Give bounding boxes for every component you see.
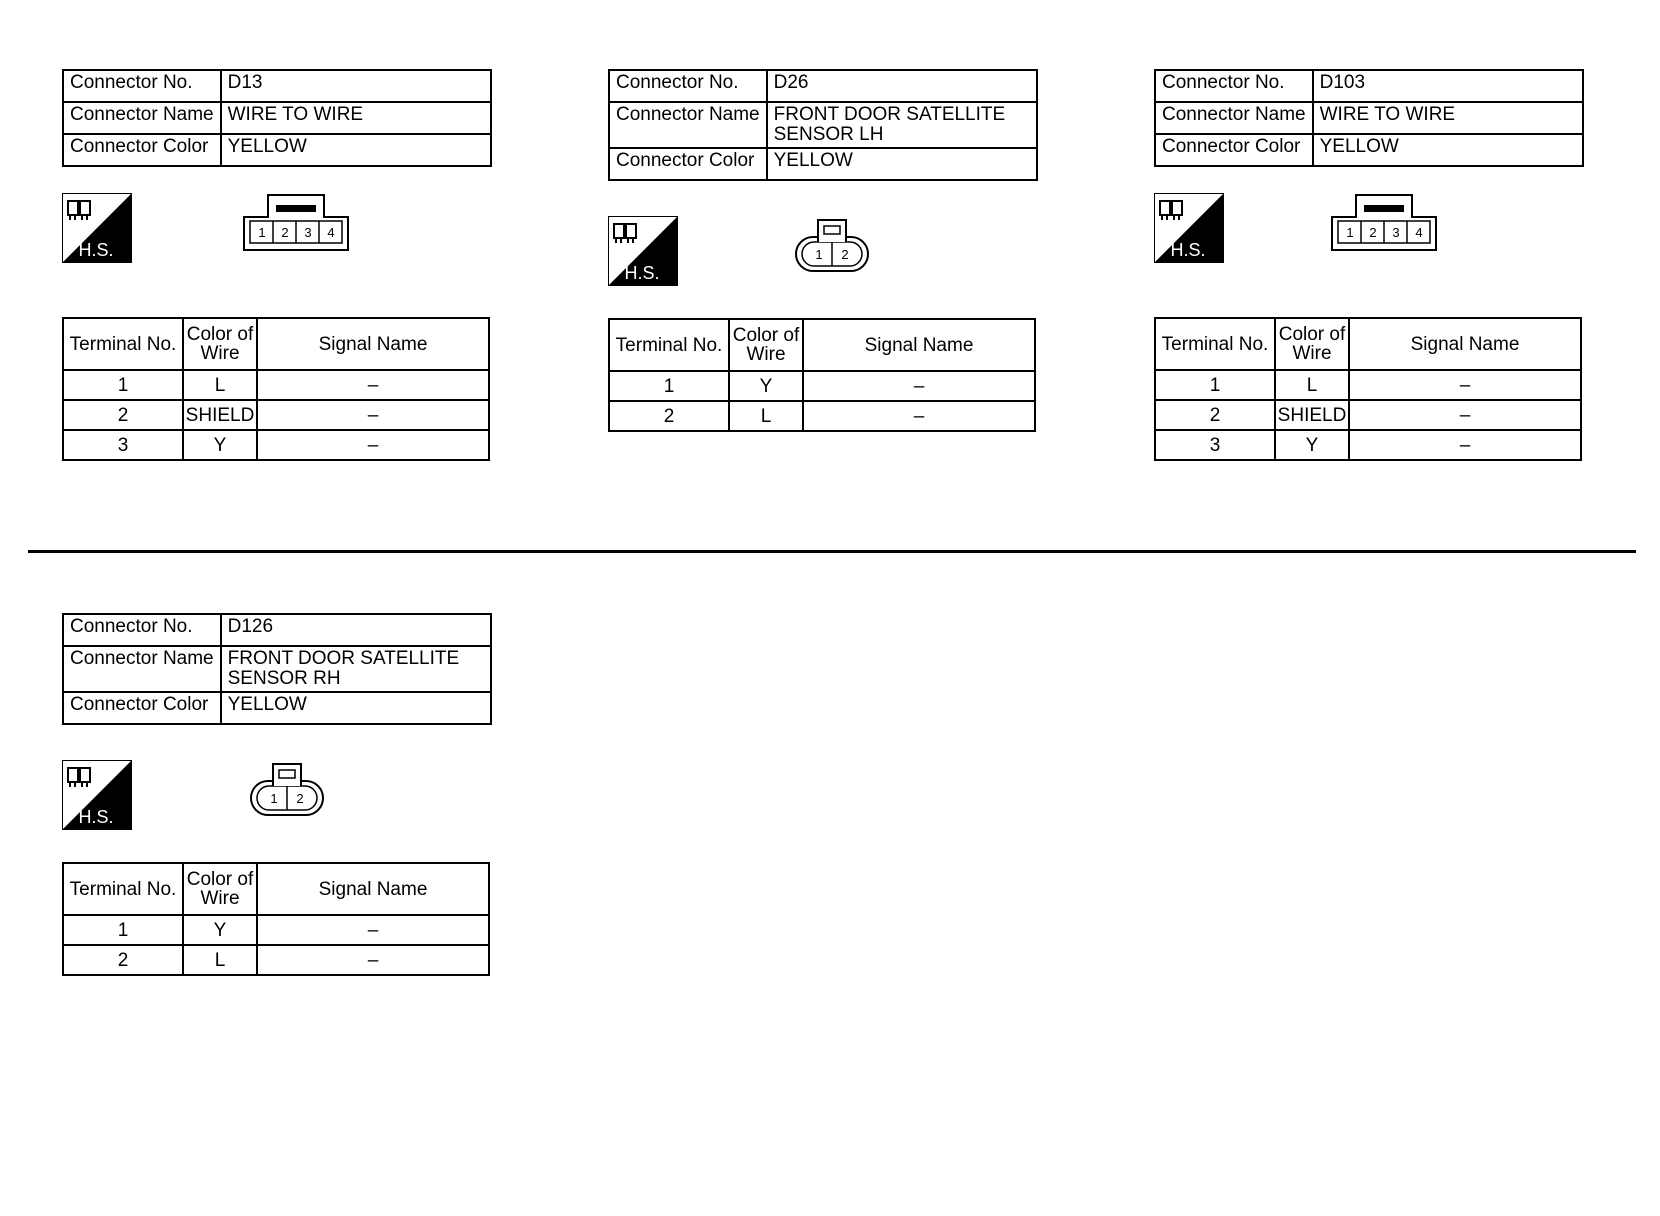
connector-no-label: Connector No.	[609, 70, 767, 102]
connector-color-value: YELLOW	[767, 148, 1037, 180]
table-row	[609, 401, 1035, 431]
connector-face-2pin	[249, 761, 325, 819]
section-divider	[28, 550, 1636, 553]
signal-name-cell: –	[803, 371, 1035, 401]
pin-label: 2	[1369, 225, 1377, 240]
pin-label: 3	[304, 225, 312, 240]
wire-color-cell: L	[183, 945, 257, 975]
terminal-no-cell: 1	[609, 371, 729, 401]
pin-label: 4	[327, 225, 335, 240]
connector-no-value: D126	[221, 614, 491, 646]
terminal-no-cell: 2	[609, 401, 729, 431]
terminal-no-cell: 2	[63, 945, 183, 975]
signal-name-header: Signal Name	[803, 319, 1035, 371]
connector-info-table	[608, 69, 1038, 181]
wire-color-cell: SHIELD	[1275, 400, 1349, 430]
wire-color-cell: Y	[729, 371, 803, 401]
signal-name-header: Signal Name	[1349, 318, 1581, 370]
table-row	[63, 945, 489, 975]
wire-color-cell: Y	[183, 430, 257, 460]
hs-label: H.S.	[624, 263, 660, 283]
hs-label: H.S.	[78, 807, 114, 827]
terminal-no-header: Terminal No.	[63, 318, 183, 370]
wire-color-header: Color of Wire	[183, 863, 257, 915]
pin-label: 2	[841, 247, 849, 262]
connector-name-value: FRONT DOOR SATELLITE SENSOR LH	[767, 102, 1037, 148]
signal-name-cell: –	[257, 430, 489, 460]
connector-face-4pin	[1330, 193, 1438, 253]
terminal-no-cell: 2	[63, 400, 183, 430]
connector-name-value: FRONT DOOR SATELLITE SENSOR RH	[221, 646, 491, 692]
signal-name-header: Signal Name	[257, 318, 489, 370]
connector-no-label: Connector No.	[1155, 70, 1313, 102]
connector-name-value: WIRE TO WIRE	[221, 102, 491, 134]
connector-block-d26	[608, 69, 1038, 427]
wire-color-header: Color of Wire	[183, 318, 257, 370]
connector-color-label: Connector Color	[63, 134, 221, 166]
connector-block-d13	[62, 69, 492, 456]
table-row	[1155, 400, 1581, 430]
signal-name-cell: –	[257, 945, 489, 975]
connector-name-value: WIRE TO WIRE	[1313, 102, 1583, 134]
pin-label: 4	[1415, 225, 1423, 240]
connector-color-label: Connector Color	[1155, 134, 1313, 166]
terminal-no-header: Terminal No.	[1155, 318, 1275, 370]
signal-name-cell: –	[1349, 400, 1581, 430]
terminal-no-cell: 2	[1155, 400, 1275, 430]
table-row	[1155, 370, 1581, 400]
terminal-table	[62, 862, 490, 976]
table-row	[63, 430, 489, 460]
connector-no-value: D26	[767, 70, 1037, 102]
terminal-no-cell: 1	[63, 370, 183, 400]
wire-color-cell: SHIELD	[183, 400, 257, 430]
connector-block-d126	[62, 613, 492, 971]
hs-label: H.S.	[78, 240, 114, 260]
terminal-no-header: Terminal No.	[609, 319, 729, 371]
harness-side-icon	[608, 216, 678, 286]
signal-name-cell: –	[1349, 430, 1581, 460]
pin-label: 3	[1392, 225, 1400, 240]
hs-label: H.S.	[1170, 240, 1206, 260]
connector-no-value: D103	[1313, 70, 1583, 102]
connector-no-value: D13	[221, 70, 491, 102]
connector-no-label: Connector No.	[63, 614, 221, 646]
wire-color-header: Color of Wire	[729, 319, 803, 371]
terminal-no-header: Terminal No.	[63, 863, 183, 915]
pin-label: 2	[296, 791, 304, 806]
signal-name-cell: –	[257, 400, 489, 430]
pin-label: 1	[1346, 225, 1354, 240]
connector-color-label: Connector Color	[63, 692, 221, 724]
table-row	[609, 371, 1035, 401]
connector-info-table	[62, 613, 492, 725]
connector-color-value: YELLOW	[221, 134, 491, 166]
table-row	[63, 370, 489, 400]
connector-color-value: YELLOW	[1313, 134, 1583, 166]
harness-side-icon	[62, 193, 132, 263]
signal-name-cell: –	[803, 401, 1035, 431]
wire-color-header: Color of Wire	[1275, 318, 1349, 370]
connector-color-label: Connector Color	[609, 148, 767, 180]
harness-side-icon	[1154, 193, 1224, 263]
terminal-no-cell: 1	[63, 915, 183, 945]
wire-color-cell: Y	[1275, 430, 1349, 460]
connector-name-label: Connector Name	[63, 102, 221, 134]
connector-face-4pin	[242, 193, 350, 253]
wire-color-cell: L	[1275, 370, 1349, 400]
connector-no-label: Connector No.	[63, 70, 221, 102]
terminal-table	[1154, 317, 1582, 461]
terminal-no-cell: 3	[1155, 430, 1275, 460]
connector-color-value: YELLOW	[221, 692, 491, 724]
wire-color-cell: L	[729, 401, 803, 431]
signal-name-cell: –	[257, 915, 489, 945]
terminal-no-cell: 3	[63, 430, 183, 460]
table-row	[63, 400, 489, 430]
terminal-no-cell: 1	[1155, 370, 1275, 400]
signal-name-cell: –	[257, 370, 489, 400]
connector-info-table	[62, 69, 492, 167]
connector-name-label: Connector Name	[1155, 102, 1313, 134]
signal-name-header: Signal Name	[257, 863, 489, 915]
pin-label: 2	[281, 225, 289, 240]
connector-face-2pin	[794, 217, 870, 275]
connector-block-d103	[1154, 69, 1584, 456]
pin-label: 1	[258, 225, 266, 240]
table-row	[63, 915, 489, 945]
connector-name-label: Connector Name	[609, 102, 767, 148]
connector-name-label: Connector Name	[63, 646, 221, 692]
pin-label: 1	[815, 247, 823, 262]
table-row	[1155, 430, 1581, 460]
terminal-table	[62, 317, 490, 461]
wire-color-cell: L	[183, 370, 257, 400]
terminal-table	[608, 318, 1036, 432]
wire-color-cell: Y	[183, 915, 257, 945]
pin-label: 1	[270, 791, 278, 806]
connector-info-table	[1154, 69, 1584, 167]
harness-side-icon	[62, 760, 132, 830]
signal-name-cell: –	[1349, 370, 1581, 400]
